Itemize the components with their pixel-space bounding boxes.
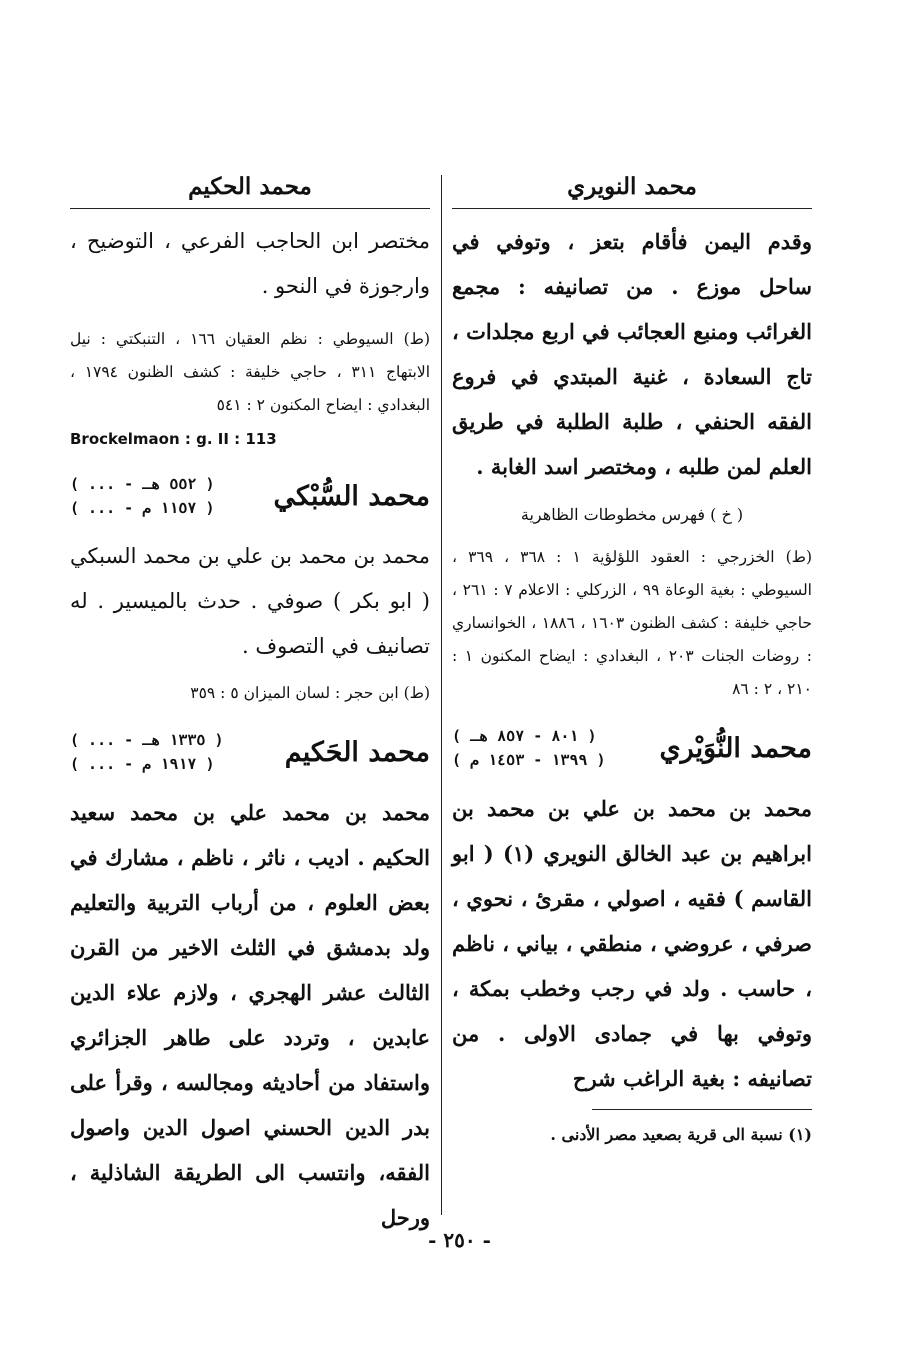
entry-dates-nuwayri — [452, 724, 606, 772]
manuscript-note: ( خ ) فهرس مخطوطات الظاهرية — [520, 505, 744, 524]
running-head-left: محمد الحكيم — [188, 173, 312, 200]
header-rule-left — [70, 208, 430, 209]
dates-hijri: ( ... - ٥٥٢ هـ ) — [70, 475, 215, 493]
entry-heading-subki — [70, 472, 430, 520]
references-latin: Brockelmaon : g. II : 113 — [70, 430, 277, 448]
footnote-rule — [592, 1109, 812, 1110]
entry-dates-hakim — [70, 728, 224, 776]
dates-hijri: ( ... - ١٣٣٥ هـ ) — [70, 731, 224, 749]
dates-ad: ( ... - ١٩١٧ م ) — [70, 755, 215, 773]
references-left: (ط) السيوطي : نظم العقيان ١٦٦ ، التنبكتي : نيل الابتهاج ٣١١ ، حاجي خليفة : كشف الظنون ١٧٩٤ ، البغدادي : ايضاح المكنون ٢ : ٥٤١ — [70, 330, 431, 414]
entry-body-subki: محمد بن محمد بن علي بن محمد السبكي ( ابو بكر ) صوفي . حدث بالميسير . له تصانيف في التصوف . — [70, 544, 430, 658]
right-column — [452, 170, 812, 1152]
header-rule-right — [452, 208, 812, 209]
references-right: (ط) الخزرجي : العقود اللؤلؤية ١ : ٣٦٨ ، ٣٦٩ ، السيوطي : بغية الوعاة ٩٩ ، الزركلي : الاعلام ٧ : ٢٦١ ، حاجي خليفة : كشف الظنون ١٦٠٣ ، ١٨٨٦ ، الخوانساري : روضات الجنات ٢٠٣ ، البغدادي : ايضاح المكنون ١ : ٢١٠ ، ٢ : ٨٦ — [452, 548, 813, 698]
entry-heading-hakim — [70, 728, 430, 776]
footnote: (١) نسبة الى قرية بصعيد مصر الأدنى . — [550, 1125, 812, 1144]
column-divider — [441, 175, 442, 1215]
references-subki: (ط) ابن حجر : لسان الميزان ٥ : ٣٥٩ — [190, 684, 430, 702]
continued-paragraph-right: وقدم اليمن فأقام بتعز ، وتوفي في ساحل موزع . من تصانيفه : مجمع الغرائب ومنبع العجائب في اربع مجلدات ، تاج السعادة ، غنية المبتدي في فروع الفقه الحنفي ، طلبة الطلبة في طريق العلم لمن طلبه ، ومختصر اسد الغابة . — [452, 229, 812, 479]
dates-ad: ( ١٣٩٩ - ١٤٥٣ م ) — [452, 751, 606, 769]
running-head-right: محمد النويري — [567, 173, 697, 200]
dates-hijri: ( ٨٠١ - ٨٥٧ هـ ) — [452, 727, 597, 745]
entry-heading-nuwayri — [452, 724, 812, 772]
dates-ad: ( ... - ١١٥٧ م ) — [70, 499, 215, 517]
entry-dates-subki — [70, 472, 215, 520]
continued-paragraph-left: مختصر ابن الحاجب الفرعي ، التوضيح ، وارجوزة في النحو . — [70, 229, 430, 298]
entry-body-nuwayri: محمد بن محمد بن علي بن محمد بن ابراهيم بن عبد الخالق النويري (١) ( ابو القاسم ) فقيه ، اصولي ، مقرئ ، نحوي ، صرفي ، عروضي ، منطقي ، بياني ، ناظم ، حاسب . ولد في رجب وخطب بمكة ، وتوفي بها في جمادى الاولى . من تصانيفه : بغية الراغب شرح — [452, 796, 812, 1091]
page-number: - ٢٥٠ - — [428, 1228, 491, 1252]
entry-body-hakim: محمد بن محمد علي بن محمد سعيد الحكيم . اديب ، ناثر ، ناظم ، مشارك في بعض العلوم ، من أرباب التربية والتعليم ولد بدمشق في الثلث الاخير من القرن الثالث عشر الهجري ، ولازم علاء الدين عابدين ، وتردد على طاهر الجزائري واستفاد من أحاديثه ومجالسه ، وقرأ على بدر الدين الحسني اصول الدين واصول الفقه، وانتسب الى الطريقة الشاذلية ، ورحل — [70, 800, 430, 1230]
entry-name-nuwayri: محمد النُّوَيْري — [659, 732, 812, 764]
entry-name-hakim: محمد الحَكيم — [284, 736, 430, 768]
left-column — [70, 170, 430, 1240]
entry-name-subki: محمد السُّبْكي — [273, 480, 430, 512]
